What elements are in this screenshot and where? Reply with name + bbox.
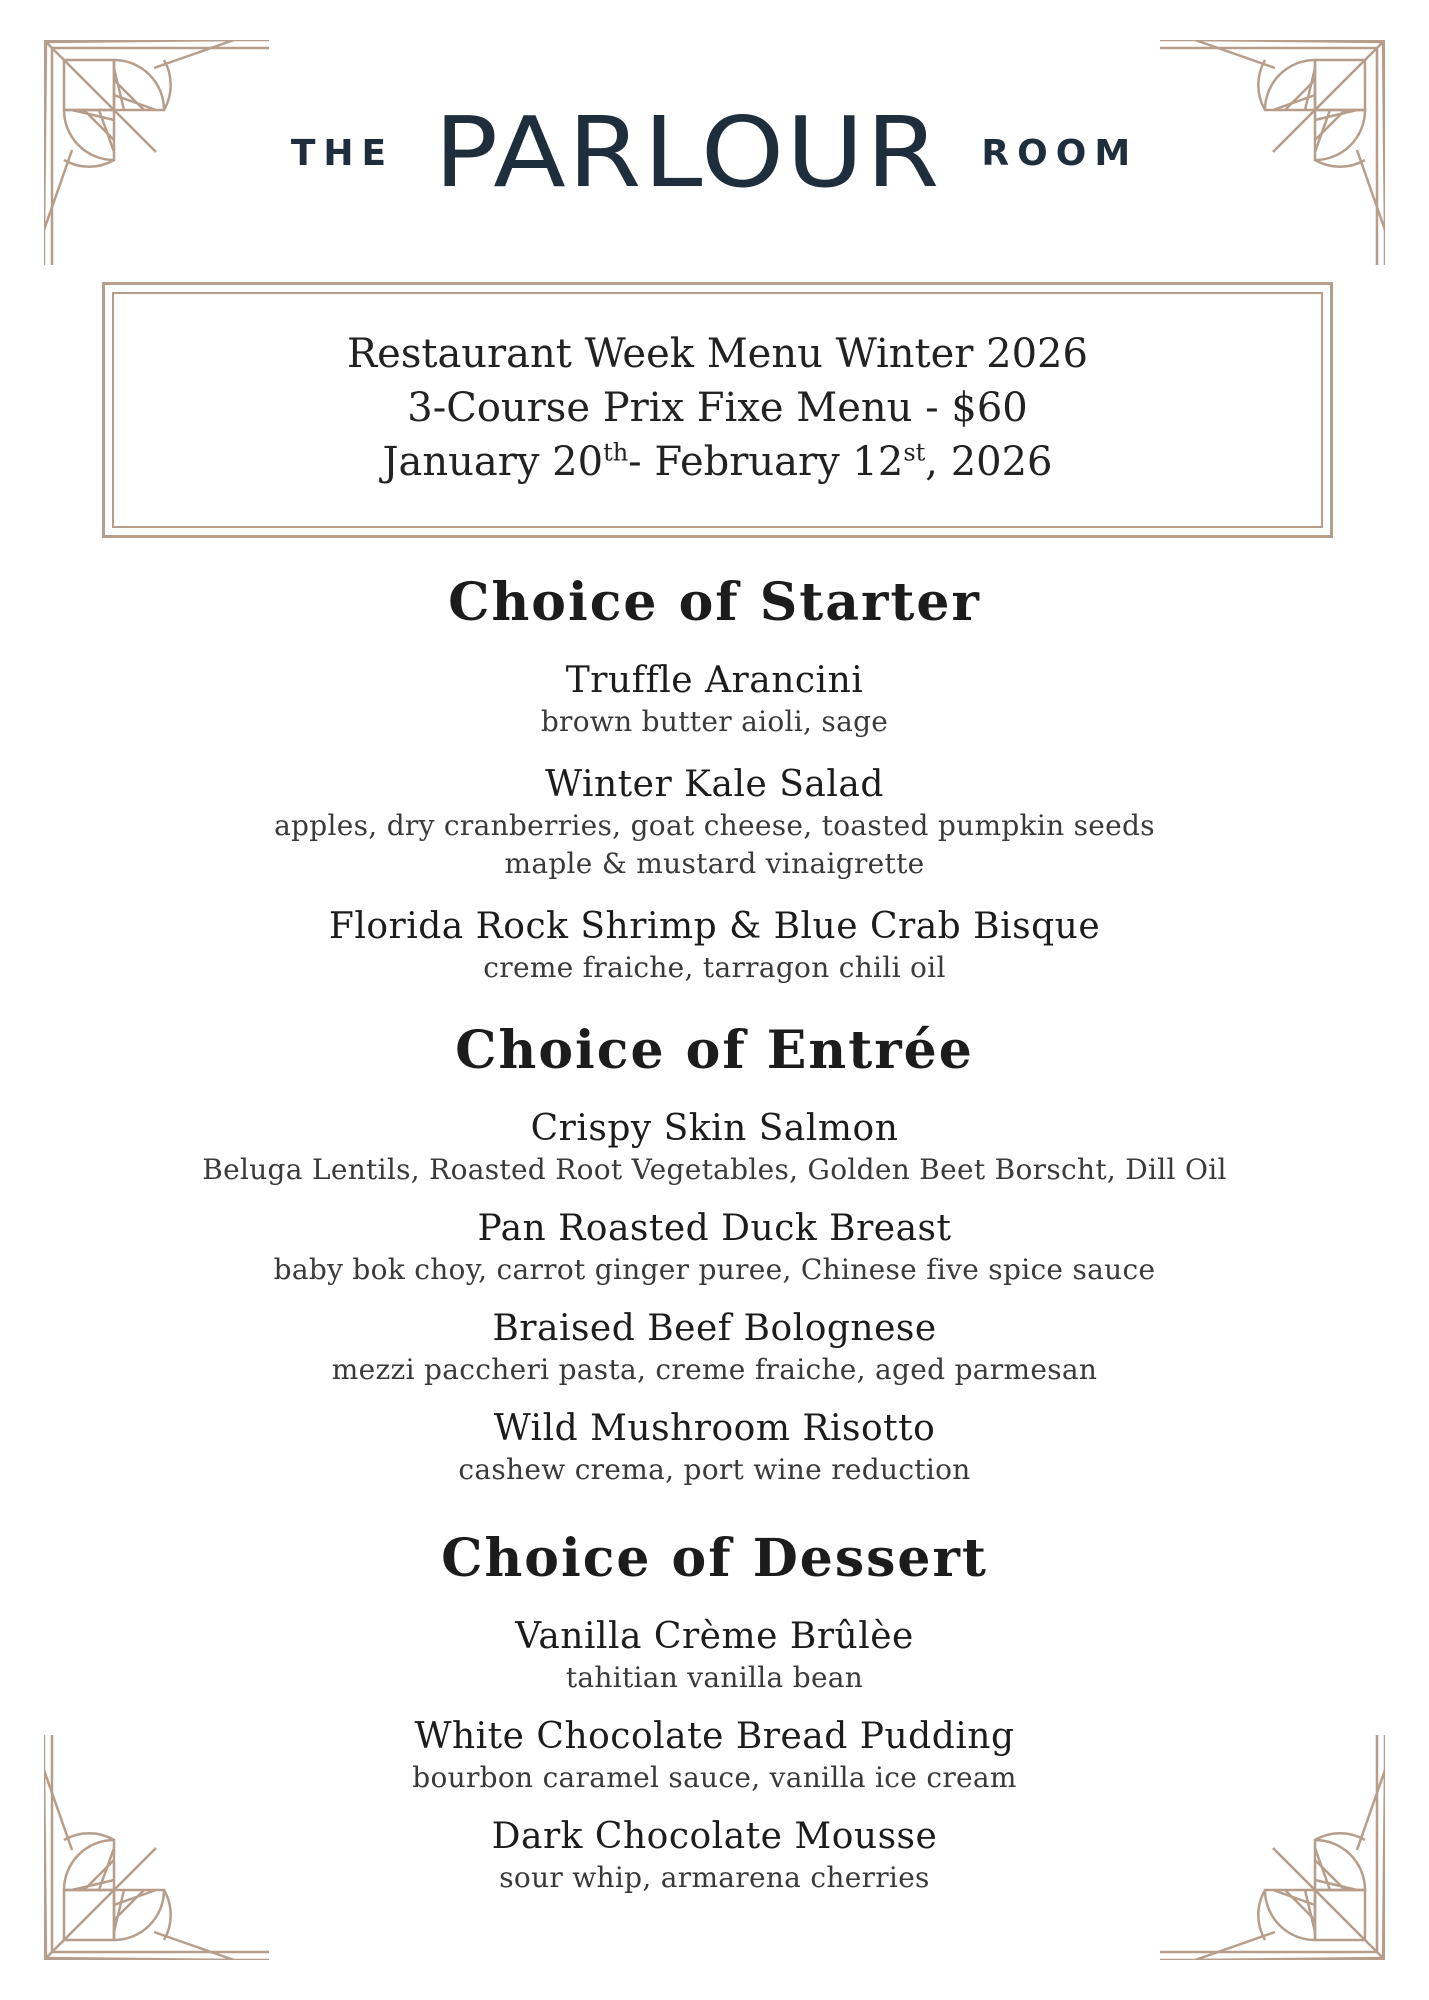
item-name: Crispy Skin Salmon — [530, 1108, 899, 1149]
logo-suffix: ROOM — [981, 132, 1139, 174]
item-desc: sour whip, armarena cherries — [499, 1861, 930, 1894]
menu-item — [0, 1615, 1429, 1697]
logo-name: PARLOUR — [434, 95, 942, 210]
info-dates: January 20th- February 12st, 2026 — [382, 438, 1053, 485]
item-desc: creme fraiche, tarragon chili oil — [483, 951, 946, 984]
menu-item — [0, 1207, 1429, 1289]
item-desc: mezzi paccheri pasta, creme fraiche, aged parmesan — [331, 1353, 1098, 1386]
menu-item — [0, 1407, 1429, 1489]
item-name: Wild Mushroom Risotto — [493, 1408, 936, 1449]
brand-logo — [0, 95, 1429, 210]
logo-prefix: THE — [290, 132, 395, 174]
item-name: Winter Kale Salad — [545, 764, 884, 805]
section-starter — [0, 563, 1429, 987]
item-desc: tahitian vanilla bean — [565, 1661, 864, 1694]
menu-item — [0, 1715, 1429, 1797]
menu-item — [0, 1307, 1429, 1389]
menu-info-box — [102, 282, 1333, 538]
menu-item — [0, 1107, 1429, 1189]
item-name: White Chocolate Bread Pudding — [414, 1716, 1015, 1757]
info-price: 3-Course Prix Fixe Menu - $60 — [407, 385, 1028, 431]
section-entree — [0, 1011, 1429, 1489]
item-name: Dark Chocolate Mousse — [491, 1816, 938, 1857]
item-name: Pan Roasted Duck Breast — [477, 1208, 952, 1249]
item-desc: cashew crema, port wine reduction — [458, 1453, 971, 1486]
item-name: Vanilla Crème Brûlèe — [515, 1616, 914, 1657]
menu-item — [0, 659, 1429, 741]
menu-sections — [0, 563, 1429, 1897]
item-name: Truffle Arancini — [565, 660, 864, 701]
item-desc: maple & mustard vinaigrette — [504, 847, 925, 880]
section-dessert — [0, 1519, 1429, 1897]
item-name: Braised Beef Bolognese — [492, 1308, 937, 1349]
section-title: Choice of Dessert — [441, 1528, 988, 1589]
section-title: Choice of Starter — [448, 572, 981, 633]
item-desc: baby bok choy, carrot ginger puree, Chinese five spice sauce — [273, 1253, 1156, 1286]
info-lines — [105, 327, 1330, 489]
item-desc: Beluga Lentils, Roasted Root Vegetables, Golden Beet Borscht, Dill Oil — [202, 1153, 1227, 1186]
item-desc: brown butter aioli, sage — [540, 705, 889, 738]
menu-item — [0, 1815, 1429, 1897]
menu-item — [0, 905, 1429, 987]
info-title: Restaurant Week Menu Winter 2026 — [347, 331, 1088, 377]
menu-item — [0, 763, 1429, 883]
item-desc: apples, dry cranberries, goat cheese, toasted pumpkin seeds — [274, 809, 1155, 842]
section-title: Choice of Entrée — [455, 1020, 974, 1081]
item-name: Florida Rock Shrimp & Blue Crab Bisque — [328, 906, 1101, 947]
item-desc: bourbon caramel sauce, vanilla ice cream — [412, 1761, 1017, 1794]
